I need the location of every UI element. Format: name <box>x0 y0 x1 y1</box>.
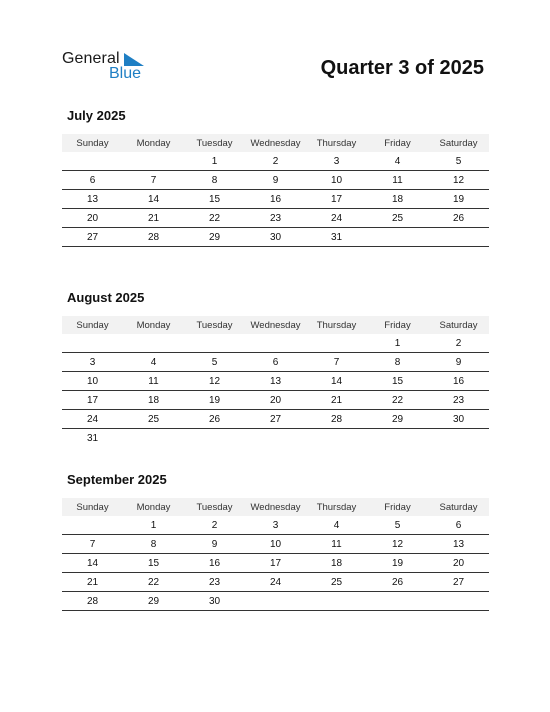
day-cell: 29 <box>184 228 245 247</box>
month-title: August 2025 <box>67 290 145 305</box>
day-cell: 24 <box>62 410 123 429</box>
day-cell: 26 <box>367 573 428 592</box>
weekday-header: Sunday <box>62 316 123 334</box>
week-row <box>62 410 489 429</box>
day-cell: 13 <box>428 535 489 554</box>
weekday-header: Monday <box>123 316 184 334</box>
day-cell: 13 <box>245 372 306 391</box>
day-cell: 6 <box>428 516 489 535</box>
week-row <box>62 152 489 171</box>
weekday-header: Friday <box>367 498 428 516</box>
day-cell: 22 <box>184 209 245 228</box>
weekday-header: Monday <box>123 134 184 152</box>
day-cell: 20 <box>245 391 306 410</box>
day-cell: 2 <box>245 152 306 171</box>
logo-text-general: General <box>62 50 120 67</box>
day-cell: 1 <box>123 516 184 535</box>
day-cell: 17 <box>245 554 306 573</box>
week-row <box>62 554 489 573</box>
day-cell: 18 <box>367 190 428 209</box>
day-cell <box>123 429 184 448</box>
day-cell: 21 <box>123 209 184 228</box>
day-cell: 20 <box>62 209 123 228</box>
day-cell: 30 <box>184 592 245 611</box>
day-cell: 3 <box>306 152 367 171</box>
day-cell: 12 <box>184 372 245 391</box>
weekday-header: Tuesday <box>184 498 245 516</box>
week-row <box>62 535 489 554</box>
day-cell: 30 <box>245 228 306 247</box>
day-cell: 14 <box>306 372 367 391</box>
day-cell: 6 <box>62 171 123 190</box>
day-cell: 15 <box>184 190 245 209</box>
day-cell: 28 <box>123 228 184 247</box>
day-cell: 23 <box>428 391 489 410</box>
weekday-header-row <box>62 134 489 152</box>
week-row <box>62 429 489 448</box>
calendar-grid <box>62 498 489 611</box>
weekday-header: Thursday <box>306 498 367 516</box>
weekday-header: Saturday <box>428 498 489 516</box>
day-cell: 21 <box>306 391 367 410</box>
day-cell: 7 <box>62 535 123 554</box>
month-calendar-july <box>62 108 489 247</box>
day-cell: 29 <box>367 410 428 429</box>
day-cell: 4 <box>367 152 428 171</box>
day-cell <box>184 429 245 448</box>
day-cell <box>62 152 123 171</box>
day-cell <box>184 334 245 353</box>
day-cell: 14 <box>62 554 123 573</box>
month-title: July 2025 <box>67 108 126 123</box>
day-cell: 29 <box>123 592 184 611</box>
weekday-header: Tuesday <box>184 316 245 334</box>
brand-logo <box>62 50 152 84</box>
day-cell: 20 <box>428 554 489 573</box>
day-cell: 19 <box>184 391 245 410</box>
day-cell: 9 <box>428 353 489 372</box>
day-cell: 8 <box>367 353 428 372</box>
day-cell: 15 <box>123 554 184 573</box>
day-cell: 26 <box>184 410 245 429</box>
day-cell: 18 <box>123 391 184 410</box>
week-row <box>62 228 489 247</box>
day-cell <box>245 429 306 448</box>
day-cell: 5 <box>428 152 489 171</box>
day-cell: 23 <box>184 573 245 592</box>
weekday-header: Tuesday <box>184 134 245 152</box>
day-cell <box>62 334 123 353</box>
day-cell: 5 <box>367 516 428 535</box>
day-cell: 17 <box>306 190 367 209</box>
weekday-header: Thursday <box>306 134 367 152</box>
day-cell: 12 <box>428 171 489 190</box>
day-cell: 1 <box>184 152 245 171</box>
day-cell: 27 <box>428 573 489 592</box>
day-cell: 16 <box>245 190 306 209</box>
logo-text-blue: Blue <box>109 65 142 82</box>
day-cell: 25 <box>306 573 367 592</box>
weekday-header-row <box>62 498 489 516</box>
weekday-header: Saturday <box>428 134 489 152</box>
day-cell: 11 <box>367 171 428 190</box>
day-cell: 11 <box>123 372 184 391</box>
day-cell: 3 <box>245 516 306 535</box>
day-cell <box>428 592 489 611</box>
day-cell: 19 <box>367 554 428 573</box>
weekday-header-row <box>62 316 489 334</box>
day-cell: 28 <box>306 410 367 429</box>
day-cell: 24 <box>306 209 367 228</box>
day-cell: 16 <box>428 372 489 391</box>
weekday-header: Monday <box>123 498 184 516</box>
day-cell <box>245 592 306 611</box>
day-cell: 30 <box>428 410 489 429</box>
weekday-header: Wednesday <box>245 316 306 334</box>
day-cell: 5 <box>184 353 245 372</box>
day-cell: 19 <box>428 190 489 209</box>
day-cell: 28 <box>62 592 123 611</box>
day-cell: 10 <box>62 372 123 391</box>
day-cell: 26 <box>428 209 489 228</box>
month-calendar-september <box>62 472 489 611</box>
day-cell: 6 <box>245 353 306 372</box>
day-cell: 23 <box>245 209 306 228</box>
calendar-grid <box>62 134 489 247</box>
day-cell <box>245 334 306 353</box>
week-row <box>62 190 489 209</box>
day-cell: 27 <box>245 410 306 429</box>
day-cell: 8 <box>123 535 184 554</box>
day-cell <box>62 516 123 535</box>
week-row <box>62 391 489 410</box>
week-row <box>62 592 489 611</box>
day-cell: 21 <box>62 573 123 592</box>
page-title: Quarter 3 of 2025 <box>320 57 484 79</box>
day-cell: 4 <box>306 516 367 535</box>
day-cell <box>428 429 489 448</box>
day-cell <box>428 228 489 247</box>
week-row <box>62 573 489 592</box>
day-cell: 3 <box>62 353 123 372</box>
day-cell: 14 <box>123 190 184 209</box>
day-cell: 22 <box>367 391 428 410</box>
day-cell: 24 <box>245 573 306 592</box>
weekday-header: Thursday <box>306 316 367 334</box>
day-cell: 25 <box>123 410 184 429</box>
day-cell: 11 <box>306 535 367 554</box>
week-row <box>62 516 489 535</box>
day-cell: 27 <box>62 228 123 247</box>
day-cell <box>367 228 428 247</box>
day-cell <box>367 592 428 611</box>
day-cell: 16 <box>184 554 245 573</box>
weekday-header: Sunday <box>62 134 123 152</box>
day-cell: 7 <box>123 171 184 190</box>
day-cell <box>306 429 367 448</box>
week-row <box>62 372 489 391</box>
month-calendar-august <box>62 290 489 447</box>
day-cell <box>367 429 428 448</box>
day-cell: 12 <box>367 535 428 554</box>
day-cell: 7 <box>306 353 367 372</box>
day-cell: 8 <box>184 171 245 190</box>
week-row <box>62 334 489 353</box>
day-cell: 17 <box>62 391 123 410</box>
day-cell: 9 <box>184 535 245 554</box>
day-cell: 2 <box>428 334 489 353</box>
day-cell: 18 <box>306 554 367 573</box>
day-cell: 13 <box>62 190 123 209</box>
weekday-header: Sunday <box>62 498 123 516</box>
day-cell: 31 <box>306 228 367 247</box>
calendar-grid <box>62 316 489 447</box>
day-cell: 2 <box>184 516 245 535</box>
day-cell <box>306 334 367 353</box>
weekday-header: Saturday <box>428 316 489 334</box>
day-cell: 10 <box>306 171 367 190</box>
day-cell: 9 <box>245 171 306 190</box>
day-cell <box>306 592 367 611</box>
weekday-header: Friday <box>367 134 428 152</box>
weekday-header: Wednesday <box>245 134 306 152</box>
weekday-header: Friday <box>367 316 428 334</box>
day-cell: 4 <box>123 353 184 372</box>
day-cell <box>123 334 184 353</box>
day-cell: 25 <box>367 209 428 228</box>
week-row <box>62 209 489 228</box>
weekday-header: Wednesday <box>245 498 306 516</box>
day-cell: 22 <box>123 573 184 592</box>
week-row <box>62 171 489 190</box>
week-row <box>62 353 489 372</box>
day-cell <box>123 152 184 171</box>
month-title: September 2025 <box>67 472 167 487</box>
day-cell: 10 <box>245 535 306 554</box>
day-cell: 31 <box>86 432 99 444</box>
day-cell: 15 <box>367 372 428 391</box>
day-cell: 1 <box>367 334 428 353</box>
